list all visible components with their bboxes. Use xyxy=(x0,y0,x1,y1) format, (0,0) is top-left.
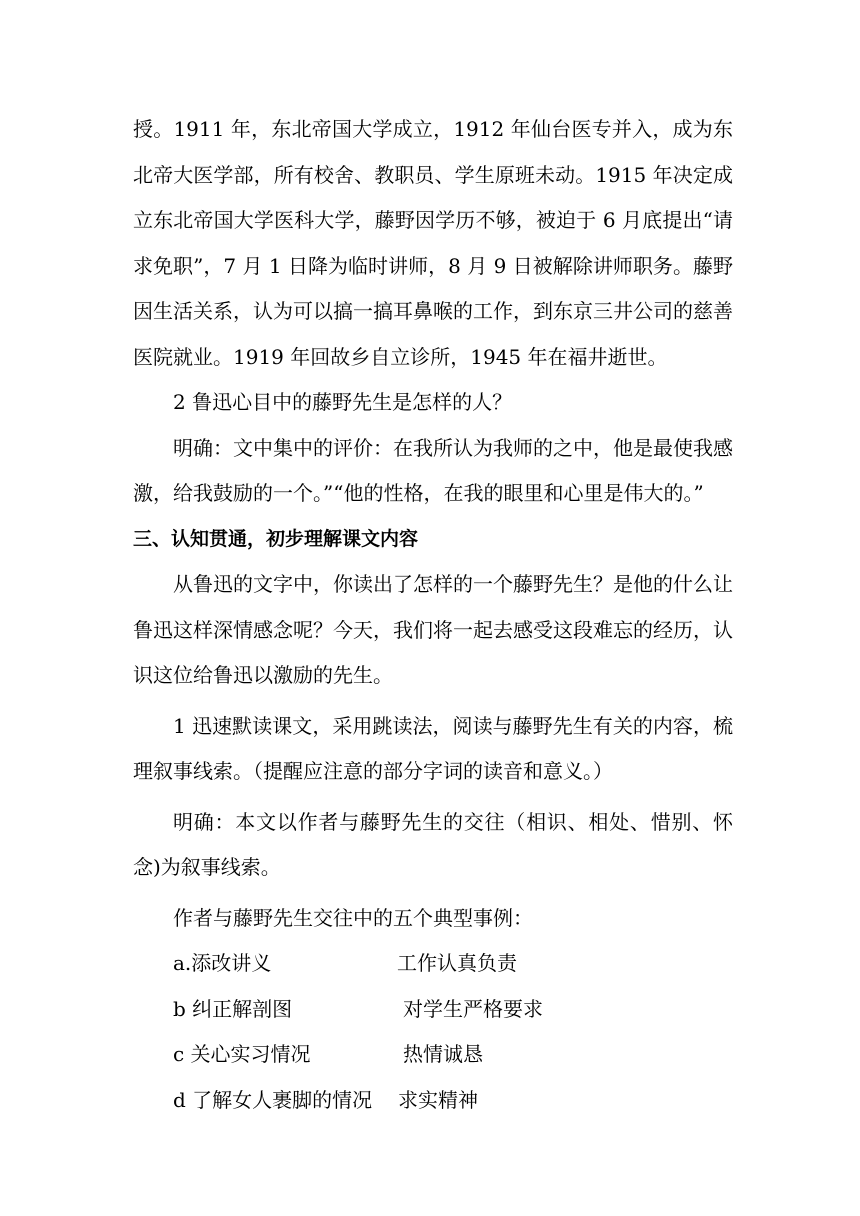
example-trait: 求实精神 xyxy=(398,1087,478,1112)
example-trait: 工作认真负责 xyxy=(397,951,517,975)
task-1-paragraph: 1 迅速默读课文，采用跳读法，阅读与藤野先生有关的内容，梳理叙事线索。（提醒应注意的部分字词的读音和意义。） xyxy=(133,713,733,783)
example-trait: 对学生严格要求 xyxy=(403,996,543,1021)
example-row xyxy=(133,1032,733,1078)
example-row xyxy=(133,1078,733,1124)
example-item: d 了解女人裹脚的情况 xyxy=(173,1087,373,1112)
section-intro-paragraph: 从鲁迅的文字中，你读出了怎样的一个藤野先生？是他的什么让鲁迅这样深情感念呢？今天，我们将一起去感受这段难忘的经历，认识这位给鲁迅以激励的先生。 xyxy=(133,572,733,687)
example-item: c 关心实习情况 xyxy=(173,1042,311,1066)
example-row xyxy=(133,987,733,1033)
paragraph-fujino-biography: 授。1911 年，东北帝国大学成立，1912 年仙台医专并入，成为东北帝大医学部，所有校舍、教职员、学生原班未动。1915 年决定成立东北帝国大学医科大学，藤野因学历不够，被迫于 6 月底提出“请求免职”，7 月 1 日降为临时讲师，8 月 9 日被解除讲师职务。藤野因生活关系，认为可以搞一搞耳鼻喉的工作，到东京三井公司的慈善医院就业。1919 年回故乡自立诊所，1945 年在福井逝世。 xyxy=(133,117,733,369)
document-body xyxy=(133,107,733,1123)
example-item: a.添改讲义 xyxy=(173,951,272,975)
section-heading: 三、认知贯通，初步理解课文内容 xyxy=(133,527,419,550)
examples-intro: 作者与藤野先生交往中的五个典型事例： xyxy=(173,905,533,930)
answer-2: 明确：文中集中的评价：在我所认为我师的之中，他是最使我感激，给我鼓励的一个。”“他的性格，在我的眼里和心里是伟大的。” xyxy=(133,435,733,505)
example-trait: 热情诚恳 xyxy=(403,1042,483,1066)
example-row xyxy=(133,941,733,987)
example-item: b 纠正解剖图 xyxy=(173,996,293,1021)
answer-task-1-paragraph: 明确：本文以作者与藤野先生的交往（相识、相处、惜别、怀念)为叙事线索。 xyxy=(133,809,733,879)
question-2: 2 鲁迅心目中的藤野先生是怎样的人？ xyxy=(173,390,513,414)
